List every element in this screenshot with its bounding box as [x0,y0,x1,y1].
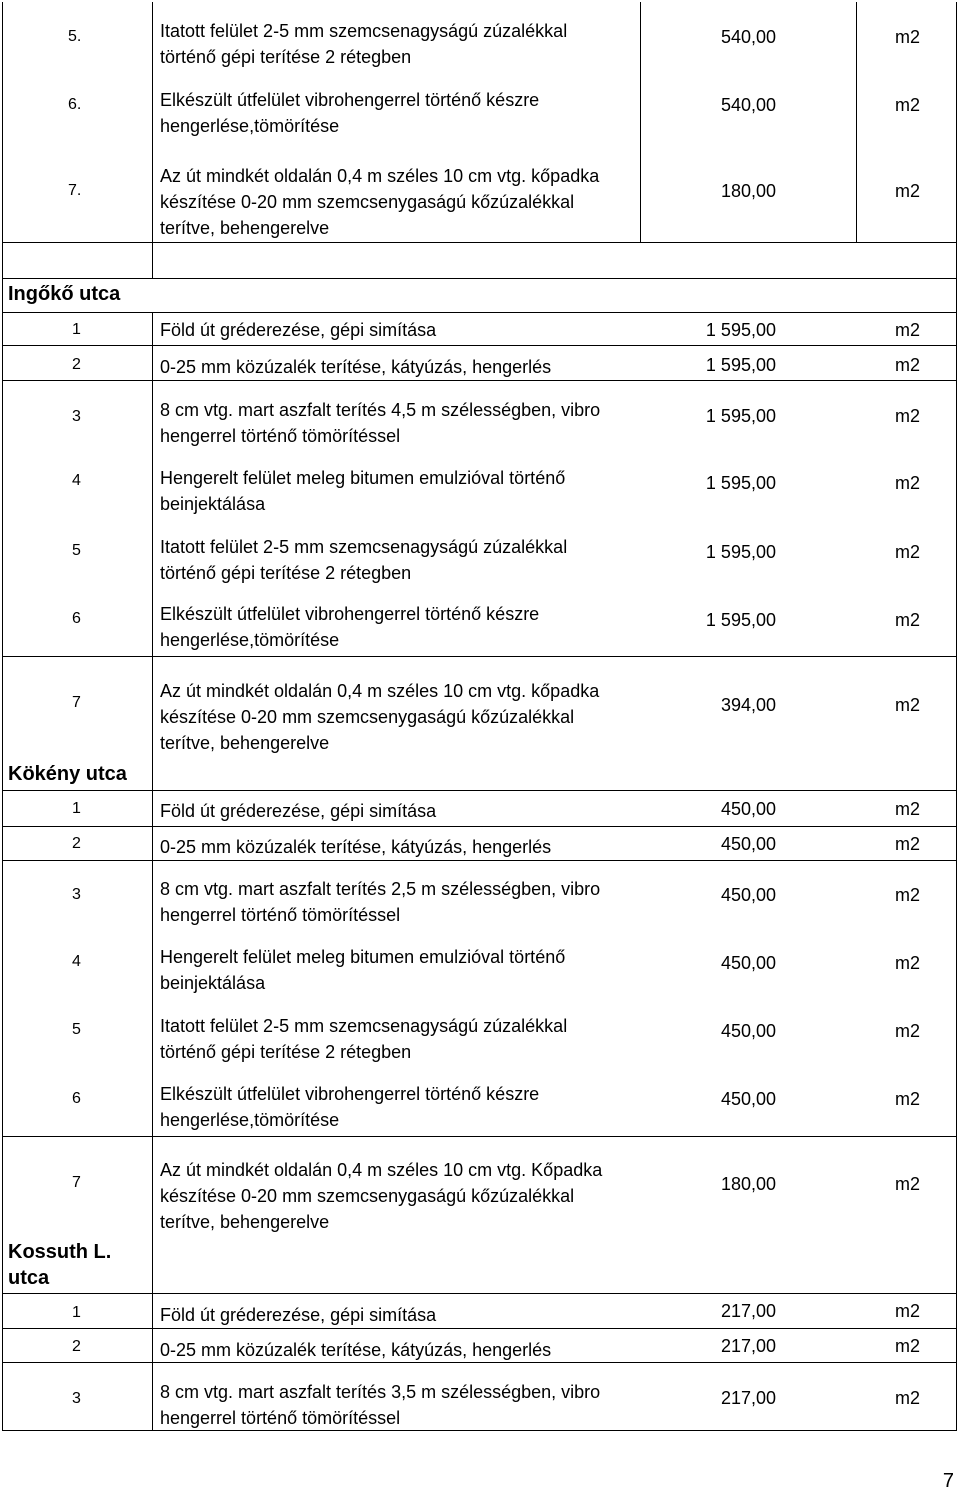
row-description-line: Elkészült útfelület vibrohengerrel történő készre [160,90,540,110]
row-number: 6 [72,1090,81,1107]
row-number: 4 [72,472,81,489]
row-number: 5. [68,28,82,45]
row-quantity: 1 595,00 [705,406,776,426]
row-description-line: történő gépi terítése 2 rétegben [160,47,412,67]
row-divider [2,242,957,243]
row-divider [2,656,957,657]
row-divider [2,1293,957,1294]
row-number: 7 [72,1174,81,1191]
row-description-line: Az út mindkét oldalán 0,4 m széles 10 cm vtg. kőpadka [160,166,600,186]
row-description-line: 0-25 mm közúzalék terítése, kátyúzás, hengerlés [160,357,552,377]
row-description-line: terítve, behengerelve [160,1212,330,1232]
row-description-line: történő gépi terítése 2 rétegben [160,1042,412,1062]
row-quantity: 180,00 [720,181,776,201]
row-unit: m2 [894,953,920,973]
table-border-right [956,2,957,1430]
row-number: 6 [72,610,81,627]
row-number: 3 [72,1390,81,1407]
row-description-line: 8 cm vtg. mart aszfalt terítés 4,5 m szélességben, vibro [160,400,601,420]
row-unit: m2 [894,1388,920,1408]
row-quantity: 1 595,00 [705,355,776,375]
row-unit: m2 [894,542,920,562]
row-unit: m2 [894,27,920,47]
row-description-line: Elkészült útfelület vibrohengerrel történő készre [160,1084,540,1104]
row-description-line: Itatott felület 2-5 mm szemcsenagyságú zúzalékkal [160,537,568,557]
row-unit: m2 [894,1301,920,1321]
row-quantity: 450,00 [720,885,776,905]
row-number: 6. [68,96,82,113]
row-unit: m2 [894,1021,920,1041]
row-description-line: Elkészült útfelület vibrohengerrel történő készre [160,604,540,624]
row-quantity: 1 595,00 [705,473,776,493]
row-quantity: 540,00 [720,27,776,47]
row-number: 1 [72,1304,81,1321]
section-title-line: Kossuth L. [8,1241,112,1263]
table-border-left [2,2,3,1430]
row-quantity: 450,00 [720,834,776,854]
row-number: 3 [72,408,81,425]
row-number: 2 [72,835,81,852]
row-quantity: 540,00 [720,95,776,115]
row-description-line: történő gépi terítése 2 rétegben [160,563,412,583]
row-description-line: Itatott felület 2-5 mm szemcsenagyságú zúzalékkal [160,21,568,41]
row-number: 2 [72,356,81,373]
row-divider [2,312,957,313]
row-unit: m2 [894,610,920,630]
table-border-bottom [2,1430,957,1431]
row-unit: m2 [894,181,920,201]
row-description-line: Föld út gréderezése, gépi simítása [160,1305,437,1325]
row-number: 1 [72,800,81,817]
row-quantity: 450,00 [720,1089,776,1109]
row-quantity: 180,00 [720,1174,776,1194]
row-number: 7. [68,182,82,199]
row-description-line: hengerlése,tömörítése [160,630,340,650]
row-number: 5 [72,1021,81,1038]
row-description-line: Hengerelt felület meleg bitumen emulzióval történő [160,468,566,488]
row-divider [2,278,957,279]
row-description-line: hengerrel történő tömörítéssel [160,1408,401,1428]
row-description-line: hengerlése,tömörítése [160,1110,340,1130]
row-unit: m2 [894,473,920,493]
row-description-line: hengerrel történő tömörítéssel [160,905,401,925]
row-description-line: készítése 0-20 mm szemcsenygaságú kőzúzalékkal [160,707,575,727]
row-description-line: Föld út gréderezése, gépi simítása [160,320,437,340]
row-unit: m2 [894,885,920,905]
row-description-line: 8 cm vtg. mart aszfalt terítés 2,5 m szélességben, vibro [160,879,601,899]
row-quantity: 217,00 [720,1301,776,1321]
row-quantity: 394,00 [720,695,776,715]
row-unit: m2 [894,799,920,819]
row-number: 3 [72,886,81,903]
row-number: 4 [72,953,81,970]
row-divider [2,1136,957,1137]
row-quantity: 450,00 [720,799,776,819]
row-description-line: készítése 0-20 mm szemcsenygaságú kőzúzalékkal [160,1186,575,1206]
row-description-line: terítve, behengerelve [160,733,330,753]
row-description-line: terítve, behengerelve [160,218,330,238]
column-divider-no [152,2,153,278]
row-description-line: beinjektálása [160,494,266,514]
row-unit: m2 [894,1089,920,1109]
row-divider [2,345,957,346]
section-title: Kökény utca [8,763,127,785]
row-description-line: Itatott felület 2-5 mm szemcsenagyságú zúzalékkal [160,1016,568,1036]
row-unit: m2 [894,406,920,426]
row-description-line: Föld út gréderezése, gépi simítása [160,801,437,821]
row-quantity: 217,00 [720,1388,776,1408]
row-description-line: beinjektálása [160,973,266,993]
row-divider [2,826,957,827]
row-unit: m2 [894,320,920,340]
row-number: 7 [72,694,81,711]
row-unit: m2 [894,834,920,854]
row-unit: m2 [894,1174,920,1194]
row-quantity: 1 595,00 [705,320,776,340]
row-divider [2,790,957,791]
section-title-line: utca [8,1267,50,1289]
row-description-line: készítése 0-20 mm szemcsenygaságú kőzúzalékkal [160,192,575,212]
row-divider [2,380,957,381]
row-unit: m2 [894,355,920,375]
row-description-line: Az út mindkét oldalán 0,4 m széles 10 cm vtg. kőpadka [160,681,600,701]
row-divider [2,1362,957,1363]
row-number: 5 [72,542,81,559]
row-divider [2,1328,957,1329]
row-description-line: 0-25 mm közúzalék terítése, kátyúzás, hengerlés [160,1340,552,1360]
row-quantity: 1 595,00 [705,610,776,630]
row-quantity: 217,00 [720,1336,776,1356]
row-unit: m2 [894,95,920,115]
page-number: 7 [942,1470,954,1492]
section-title: Ingőkő utca [8,283,121,305]
row-number: 2 [72,1338,81,1355]
column-divider-no-2 [152,312,153,1430]
row-unit: m2 [894,1336,920,1356]
row-quantity: 1 595,00 [705,542,776,562]
row-description-line: hengerlése,tömörítése [160,116,340,136]
row-description-line: 8 cm vtg. mart aszfalt terítés 3,5 m szélességben, vibro [160,1382,601,1402]
row-number: 1 [72,321,81,338]
row-divider [2,860,957,861]
row-quantity: 450,00 [720,953,776,973]
row-description-line: Hengerelt felület meleg bitumen emulzióval történő [160,947,566,967]
row-description-line: 0-25 mm közúzalék terítése, kátyúzás, hengerlés [160,837,552,857]
row-unit: m2 [894,695,920,715]
column-divider-unit [856,2,857,242]
row-description-line: hengerrel történő tömörítéssel [160,426,401,446]
row-description-line: Az út mindkét oldalán 0,4 m széles 10 cm vtg. Kőpadka [160,1160,603,1180]
row-quantity: 450,00 [720,1021,776,1041]
